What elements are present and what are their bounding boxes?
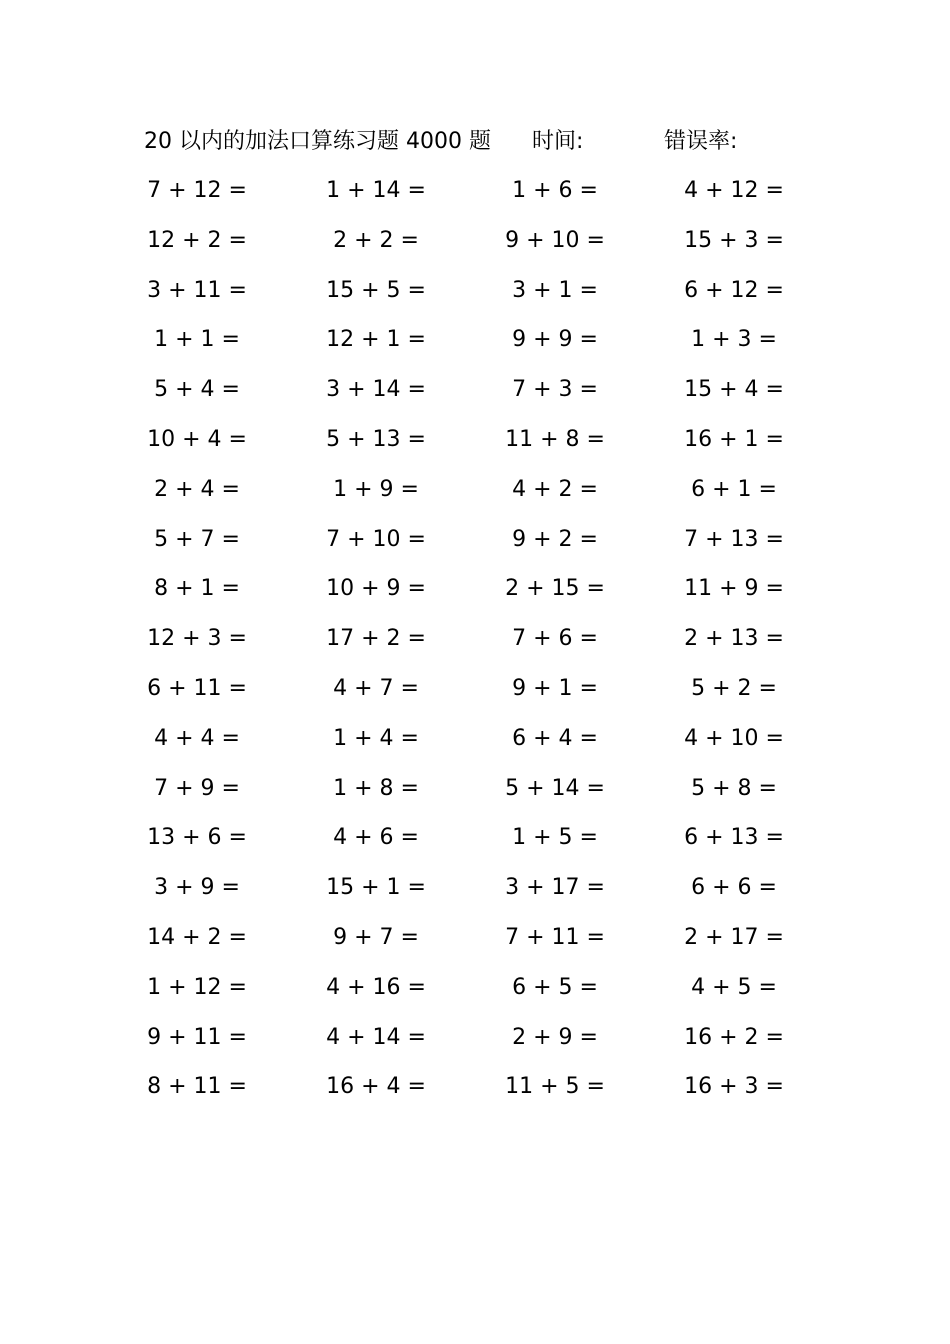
addition-problem: 17 + 2 = (326, 626, 426, 652)
addition-problem: 15 + 4 = (684, 377, 784, 403)
addition-problem: 1 + 6 = (512, 178, 598, 203)
addition-problem: 2 + 13 = (684, 626, 784, 652)
addition-problem: 4 + 2 = (512, 476, 598, 502)
worksheet-header (144, 126, 784, 158)
addition-problem: 4 + 14 = (326, 1024, 426, 1050)
addition-problem: 9 + 11 = (147, 1024, 247, 1050)
addition-problem: 4 + 16 = (326, 974, 426, 1000)
addition-problem: 5 + 8 = (691, 775, 777, 801)
problem-row (136, 871, 816, 921)
time-label: 时间: (532, 129, 584, 154)
addition-problem: 14 + 2 = (147, 924, 247, 950)
addition-problem: 1 + 3 = (691, 327, 777, 353)
addition-problem: 7 + 11 = (505, 924, 605, 950)
addition-problem: 4 + 12 = (684, 178, 784, 203)
problem-row (136, 672, 816, 722)
addition-problem: 9 + 7 = (333, 924, 419, 950)
addition-problem: 6 + 4 = (512, 725, 598, 751)
addition-problem: 4 + 7 = (333, 675, 419, 701)
addition-problem: 3 + 17 = (505, 875, 605, 901)
addition-problem: 5 + 7 = (154, 526, 240, 552)
addition-problem: 6 + 11 = (147, 675, 247, 701)
problem-row (136, 523, 816, 573)
addition-problem: 3 + 11 = (147, 277, 247, 303)
addition-problem: 2 + 15 = (505, 576, 605, 602)
addition-problem: 3 + 14 = (326, 377, 426, 403)
problem-row (136, 971, 816, 1021)
problem-row (136, 1021, 816, 1071)
problem-row (136, 1070, 816, 1120)
addition-problem: 1 + 9 = (333, 476, 419, 502)
addition-problem: 1 + 14 = (326, 178, 426, 203)
addition-problem: 10 + 9 = (326, 576, 426, 602)
problem-row (136, 622, 816, 672)
addition-problem: 5 + 2 = (691, 675, 777, 701)
addition-problem: 5 + 14 = (505, 775, 605, 801)
addition-problem: 5 + 13 = (326, 426, 426, 452)
addition-problem: 16 + 1 = (684, 426, 784, 452)
addition-problem: 9 + 9 = (512, 327, 598, 353)
problem-row (136, 921, 816, 971)
addition-problem: 7 + 3 = (512, 377, 598, 403)
addition-problem: 1 + 4 = (333, 725, 419, 751)
addition-problem: 6 + 13 = (684, 825, 784, 851)
addition-problem: 6 + 5 = (512, 974, 598, 1000)
addition-problem: 11 + 8 = (505, 426, 605, 452)
addition-problem: 8 + 1 = (154, 576, 240, 602)
problem-row (136, 821, 816, 871)
problem-row (136, 373, 816, 423)
addition-problem: 7 + 9 = (154, 775, 240, 801)
addition-problem: 6 + 1 = (691, 476, 777, 502)
addition-problem: 10 + 4 = (147, 426, 247, 452)
addition-problem: 12 + 3 = (147, 626, 247, 652)
problem-row (136, 772, 816, 822)
addition-problem: 4 + 5 = (691, 974, 777, 1000)
addition-problem: 16 + 2 = (684, 1024, 784, 1050)
addition-problem: 2 + 9 = (512, 1024, 598, 1050)
problem-row (136, 473, 816, 523)
addition-problem: 7 + 10 = (326, 526, 426, 552)
addition-problem: 15 + 1 = (326, 875, 426, 901)
addition-problem: 12 + 1 = (326, 327, 426, 353)
addition-problem: 6 + 12 = (684, 277, 784, 303)
addition-problem: 3 + 1 = (512, 277, 598, 303)
error-rate-label: 错误率: (664, 129, 738, 154)
problem-grid (136, 174, 816, 1120)
addition-problem: 4 + 6 = (333, 825, 419, 851)
addition-problem: 7 + 6 = (512, 626, 598, 652)
problem-row (136, 722, 816, 772)
addition-problem: 11 + 9 = (684, 576, 784, 602)
addition-problem: 9 + 1 = (512, 675, 598, 701)
problem-row (136, 224, 816, 274)
addition-problem: 2 + 17 = (684, 924, 784, 950)
addition-problem: 11 + 5 = (505, 1074, 605, 1100)
addition-problem: 4 + 4 = (154, 725, 240, 751)
addition-problem: 7 + 13 = (684, 526, 784, 552)
addition-problem: 8 + 11 = (147, 1074, 247, 1100)
addition-problem: 5 + 4 = (154, 377, 240, 403)
addition-problem: 15 + 3 = (684, 227, 784, 253)
addition-problem: 7 + 12 = (147, 178, 247, 203)
addition-problem: 1 + 1 = (154, 327, 240, 353)
addition-problem: 13 + 6 = (147, 825, 247, 851)
addition-problem: 15 + 5 = (326, 277, 426, 303)
problem-row (136, 423, 816, 473)
addition-problem: 16 + 4 = (326, 1074, 426, 1100)
addition-problem: 9 + 10 = (505, 227, 605, 253)
addition-problem: 1 + 5 = (512, 825, 598, 851)
problem-row (136, 174, 816, 224)
addition-problem: 6 + 6 = (691, 875, 777, 901)
addition-problem: 2 + 4 = (154, 476, 240, 502)
addition-problem: 16 + 3 = (684, 1074, 784, 1100)
addition-problem: 1 + 8 = (333, 775, 419, 801)
problem-row (136, 274, 816, 324)
addition-problem: 12 + 2 = (147, 227, 247, 253)
addition-problem: 4 + 10 = (684, 725, 784, 751)
addition-problem: 1 + 12 = (147, 974, 247, 1000)
problem-row (136, 323, 816, 373)
addition-problem: 3 + 9 = (154, 875, 240, 901)
worksheet-title: 20 以内的加法口算练习题 4000 题 (144, 129, 491, 154)
addition-problem: 2 + 2 = (333, 227, 419, 253)
addition-problem: 9 + 2 = (512, 526, 598, 552)
problem-row (136, 572, 816, 622)
